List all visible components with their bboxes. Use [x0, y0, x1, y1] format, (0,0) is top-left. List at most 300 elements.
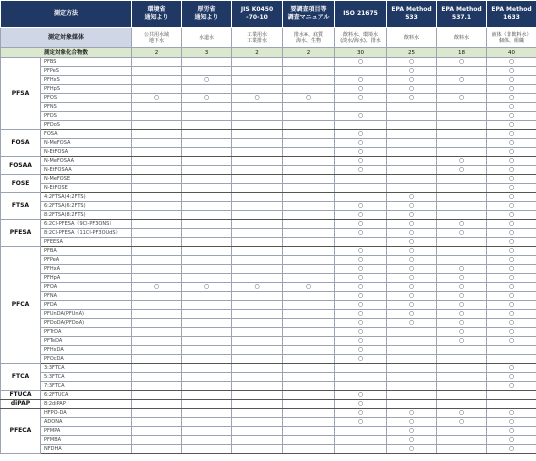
method-cell [387, 139, 437, 148]
method-cell [132, 418, 182, 427]
circle-mark-icon: ○ [508, 373, 515, 380]
method-cell [335, 220, 387, 229]
table-row [1, 301, 536, 310]
method-cell [182, 283, 232, 292]
method-cell [437, 94, 487, 103]
method-cell [487, 157, 536, 166]
method-cell [132, 337, 182, 346]
group-label: FTUCA [1, 391, 41, 400]
compound-name: PFOA [41, 283, 132, 292]
method-cell [182, 301, 232, 310]
circle-mark-icon: ○ [408, 427, 415, 434]
method-cell [283, 139, 335, 148]
circle-mark-icon: ○ [508, 256, 515, 263]
circle-mark-icon: ○ [508, 58, 515, 65]
compound-name: 8:2Cl-PFESA（11Cl-PF3OUdS） [41, 229, 132, 238]
media-label: 測定対象媒体 [1, 28, 132, 48]
method-cell [182, 409, 232, 418]
method-cell [132, 85, 182, 94]
method-cell [335, 238, 387, 247]
method-cell [182, 418, 232, 427]
table-row [1, 130, 536, 139]
group-label: FTCA [1, 364, 41, 391]
method-cell [283, 355, 335, 364]
method-cell [387, 193, 437, 202]
method-cell [232, 391, 283, 400]
method-cell [437, 184, 487, 193]
compound-name: N-MeFOSE [41, 175, 132, 184]
count-cell: 3 [182, 48, 232, 58]
circle-mark-icon: ○ [357, 337, 364, 344]
method-cell [232, 346, 283, 355]
method-cell [487, 400, 536, 409]
method-cell [232, 202, 283, 211]
method-cell [283, 265, 335, 274]
method-cell [132, 166, 182, 175]
table-row [1, 373, 536, 382]
circle-mark-icon: ○ [357, 256, 364, 263]
table-row [1, 328, 536, 337]
circle-mark-icon: ○ [508, 193, 515, 200]
method-cell [387, 229, 437, 238]
method-cell [182, 310, 232, 319]
method-cell [437, 112, 487, 121]
table-row [1, 121, 536, 130]
method-cell [487, 85, 536, 94]
method-cell [232, 193, 283, 202]
circle-mark-icon: ○ [357, 391, 364, 398]
method-cell [487, 292, 536, 301]
method-cell [182, 175, 232, 184]
media-cell: 液体（非飲料水） 個体、組織 [487, 28, 536, 48]
circle-mark-icon: ○ [508, 202, 515, 209]
circle-mark-icon: ○ [458, 76, 465, 83]
table-row [1, 211, 536, 220]
method-cell [132, 67, 182, 76]
table-row [1, 76, 536, 85]
method-cell [132, 76, 182, 85]
compound-name: FOSA [41, 130, 132, 139]
compound-name: PFDoS [41, 121, 132, 130]
circle-mark-icon: ○ [508, 319, 515, 326]
method-cell [335, 265, 387, 274]
method-cell [335, 184, 387, 193]
method-cell [132, 220, 182, 229]
compound-name: PFHxS [41, 76, 132, 85]
compound-name: ADONA [41, 418, 132, 427]
method-cell [335, 409, 387, 418]
method-cell [387, 58, 437, 67]
compound-name: 8:2FTSA(8:2FTS) [41, 211, 132, 220]
method-cell [132, 94, 182, 103]
method-cell [437, 319, 487, 328]
circle-mark-icon: ○ [357, 247, 364, 254]
method-header: 要調査項目等 調査マニュアル [283, 1, 335, 28]
method-cell [387, 382, 437, 391]
method-cell [232, 76, 283, 85]
method-cell [232, 130, 283, 139]
method-cell [335, 373, 387, 382]
circle-mark-icon: ○ [508, 157, 515, 164]
group-label: FOSAA [1, 157, 41, 175]
method-cell [132, 355, 182, 364]
table-row [1, 337, 536, 346]
method-cell [437, 130, 487, 139]
method-cell [132, 409, 182, 418]
table-row [1, 229, 536, 238]
method-cell [283, 103, 335, 112]
method-header: EPA Method 537.1 [437, 1, 487, 28]
method-cell [335, 175, 387, 184]
method-cell [182, 94, 232, 103]
method-cell [437, 229, 487, 238]
group-label: FOSA [1, 130, 41, 157]
circle-mark-icon: ○ [508, 184, 515, 191]
circle-mark-icon: ○ [408, 202, 415, 209]
method-cell [437, 400, 487, 409]
circle-mark-icon: ○ [408, 58, 415, 65]
method-cell [132, 58, 182, 67]
method-cell [437, 337, 487, 346]
method-cell [437, 274, 487, 283]
method-cell [487, 247, 536, 256]
method-cell [487, 427, 536, 436]
method-cell [182, 193, 232, 202]
method-cell [132, 256, 182, 265]
method-cell [232, 121, 283, 130]
method-cell [487, 283, 536, 292]
circle-mark-icon: ○ [508, 382, 515, 389]
compound-name: PFTrDA [41, 328, 132, 337]
method-cell [487, 166, 536, 175]
method-cell [437, 247, 487, 256]
method-cell [487, 229, 536, 238]
table-row [1, 148, 536, 157]
method-cell [387, 391, 437, 400]
count-cell: 2 [283, 48, 335, 58]
circle-mark-icon: ○ [305, 94, 312, 101]
circle-mark-icon: ○ [508, 85, 515, 92]
method-cell [487, 418, 536, 427]
circle-mark-icon: ○ [508, 76, 515, 83]
circle-mark-icon: ○ [408, 256, 415, 263]
method-cell [335, 130, 387, 139]
method-cell [437, 220, 487, 229]
method-cell [132, 247, 182, 256]
compound-name: N-MeFOSAA [41, 157, 132, 166]
compound-name: N-MeFOSA [41, 139, 132, 148]
compound-name: 4:2FTSA(4:2FTS) [41, 193, 132, 202]
table-row [1, 427, 536, 436]
method-cell [132, 400, 182, 409]
method-cell [387, 148, 437, 157]
circle-mark-icon: ○ [458, 409, 465, 416]
compound-name: 6:2FTSA(6:2FTS) [41, 202, 132, 211]
method-cell [182, 112, 232, 121]
circle-mark-icon: ○ [357, 319, 364, 326]
method-cell [335, 445, 387, 454]
circle-mark-icon: ○ [153, 94, 160, 101]
circle-mark-icon: ○ [408, 310, 415, 317]
method-cell [232, 418, 283, 427]
method-cell [437, 391, 487, 400]
circle-mark-icon: ○ [408, 211, 415, 218]
method-cell [487, 76, 536, 85]
method-cell [487, 328, 536, 337]
method-cell [437, 67, 487, 76]
compound-name: PFTeDA [41, 337, 132, 346]
circle-mark-icon: ○ [357, 58, 364, 65]
method-cell [487, 148, 536, 157]
method-cell [387, 346, 437, 355]
method-cell [335, 364, 387, 373]
method-cell [387, 427, 437, 436]
method-cell [335, 157, 387, 166]
method-cell [437, 76, 487, 85]
method-cell [437, 103, 487, 112]
method-cell [437, 436, 487, 445]
circle-mark-icon: ○ [508, 427, 515, 434]
media-cell: 飲料水 [437, 28, 487, 48]
media-cell: 排水※、底質 海水、生物 [283, 28, 335, 48]
circle-mark-icon: ○ [508, 418, 515, 425]
circle-mark-icon: ○ [357, 265, 364, 272]
method-cell [232, 67, 283, 76]
count-cell: 30 [335, 48, 387, 58]
table-row [1, 85, 536, 94]
circle-mark-icon: ○ [357, 157, 364, 164]
method-cell [232, 274, 283, 283]
method-cell [132, 148, 182, 157]
method-cell [487, 346, 536, 355]
circle-mark-icon: ○ [458, 301, 465, 308]
circle-mark-icon: ○ [458, 265, 465, 272]
circle-mark-icon: ○ [508, 238, 515, 245]
method-cell [132, 382, 182, 391]
circle-mark-icon: ○ [458, 337, 465, 344]
method-cell [335, 319, 387, 328]
method-cell [283, 346, 335, 355]
method-cell [387, 265, 437, 274]
method-cell [283, 193, 335, 202]
method-cell [387, 292, 437, 301]
method-cell [487, 121, 536, 130]
method-cell [387, 337, 437, 346]
method-cell [387, 238, 437, 247]
method-cell [182, 292, 232, 301]
method-header: JIS K0450 -70-10 [232, 1, 283, 28]
method-cell [132, 373, 182, 382]
circle-mark-icon: ○ [357, 220, 364, 227]
method-cell [132, 319, 182, 328]
circle-mark-icon: ○ [508, 310, 515, 317]
method-cell [387, 94, 437, 103]
method-cell [232, 211, 283, 220]
method-cell [232, 355, 283, 364]
circle-mark-icon: ○ [357, 328, 364, 335]
method-cell [437, 301, 487, 310]
method-cell [335, 121, 387, 130]
circle-mark-icon: ○ [357, 346, 364, 353]
circle-mark-icon: ○ [508, 211, 515, 218]
method-cell [487, 112, 536, 121]
method-cell [232, 58, 283, 67]
circle-mark-icon: ○ [508, 112, 515, 119]
method-cell [487, 391, 536, 400]
method-cell [283, 229, 335, 238]
method-cell [437, 445, 487, 454]
table-row [1, 364, 536, 373]
table-row [1, 112, 536, 121]
circle-mark-icon: ○ [153, 283, 160, 290]
table-row [1, 139, 536, 148]
method-cell [335, 436, 387, 445]
method-cell [487, 355, 536, 364]
method-cell [335, 382, 387, 391]
method-cell [437, 283, 487, 292]
method-cell [335, 166, 387, 175]
circle-mark-icon: ○ [357, 94, 364, 101]
method-cell [132, 157, 182, 166]
method-cell [437, 373, 487, 382]
compound-name: PFMBA [41, 436, 132, 445]
method-cell [232, 85, 283, 94]
method-cell [132, 202, 182, 211]
method-cell [283, 256, 335, 265]
circle-mark-icon: ○ [357, 409, 364, 416]
table-row [1, 67, 536, 76]
method-cell [232, 310, 283, 319]
table-row [1, 319, 536, 328]
method-cell [232, 283, 283, 292]
method-cell [335, 292, 387, 301]
method-cell [487, 256, 536, 265]
method-cell [335, 283, 387, 292]
method-cell [487, 94, 536, 103]
compound-name: PFBA [41, 247, 132, 256]
circle-mark-icon: ○ [357, 400, 364, 407]
method-cell [132, 175, 182, 184]
method-cell [132, 211, 182, 220]
circle-mark-icon: ○ [408, 445, 415, 452]
method-cell [487, 364, 536, 373]
method-cell [487, 211, 536, 220]
method-cell [487, 337, 536, 346]
media-cell: 公共用水域 地下水 [132, 28, 182, 48]
circle-mark-icon: ○ [508, 292, 515, 299]
method-cell [387, 247, 437, 256]
method-cell [232, 382, 283, 391]
table-row [1, 247, 536, 256]
table-row [1, 94, 536, 103]
circle-mark-icon: ○ [203, 94, 210, 101]
method-cell [132, 328, 182, 337]
method-cell [387, 202, 437, 211]
compound-name: 3:3FTCA [41, 364, 132, 373]
circle-mark-icon: ○ [458, 157, 465, 164]
method-cell [182, 85, 232, 94]
method-cell [335, 355, 387, 364]
table-row [1, 445, 536, 454]
method-header: ISO 21675 [335, 1, 387, 28]
method-cell [487, 103, 536, 112]
method-cell [283, 148, 335, 157]
method-cell [232, 400, 283, 409]
circle-mark-icon: ○ [357, 301, 364, 308]
table-row [1, 256, 536, 265]
method-cell [132, 103, 182, 112]
compound-name: PFDA [41, 301, 132, 310]
method-cell [283, 67, 335, 76]
circle-mark-icon: ○ [508, 67, 515, 74]
method-cell [283, 238, 335, 247]
method-cell [182, 364, 232, 373]
method-cell [487, 382, 536, 391]
circle-mark-icon: ○ [357, 139, 364, 146]
method-cell [182, 220, 232, 229]
method-header: 環境省 通知より [132, 1, 182, 28]
method-cell [182, 130, 232, 139]
method-cell [232, 256, 283, 265]
compound-name: PFOS [41, 94, 132, 103]
header-row-media [1, 28, 536, 48]
method-cell [283, 76, 335, 85]
circle-mark-icon: ○ [458, 166, 465, 173]
method-cell [283, 247, 335, 256]
method-header: EPA Method 533 [387, 1, 437, 28]
circle-mark-icon: ○ [408, 193, 415, 200]
table-row [1, 409, 536, 418]
count-cell: 2 [232, 48, 283, 58]
circle-mark-icon: ○ [508, 364, 515, 371]
circle-mark-icon: ○ [357, 112, 364, 119]
table-row [1, 436, 536, 445]
method-cell [437, 427, 487, 436]
method-cell [387, 283, 437, 292]
circle-mark-icon: ○ [357, 130, 364, 137]
method-cell [232, 247, 283, 256]
circle-mark-icon: ○ [408, 229, 415, 236]
method-cell [182, 121, 232, 130]
method-cell [182, 373, 232, 382]
method-cell [283, 364, 335, 373]
method-cell [335, 211, 387, 220]
method-cell [437, 148, 487, 157]
method-cell [182, 238, 232, 247]
method-cell [182, 337, 232, 346]
method-cell [283, 166, 335, 175]
group-label: PFSA [1, 58, 41, 130]
method-cell [182, 256, 232, 265]
method-cell [387, 211, 437, 220]
method-cell [232, 319, 283, 328]
method-header: EPA Method 1633 [487, 1, 536, 28]
circle-mark-icon: ○ [408, 67, 415, 74]
circle-mark-icon: ○ [203, 283, 210, 290]
method-cell [387, 67, 437, 76]
method-cell [132, 184, 182, 193]
method-cell [335, 148, 387, 157]
method-cell [182, 211, 232, 220]
method-cell [335, 229, 387, 238]
method-cell [182, 247, 232, 256]
method-cell [335, 67, 387, 76]
header-row-methods [1, 1, 536, 28]
group-label: FTSA [1, 193, 41, 220]
method-cell [335, 58, 387, 67]
method-cell [437, 418, 487, 427]
count-cell: 25 [387, 48, 437, 58]
